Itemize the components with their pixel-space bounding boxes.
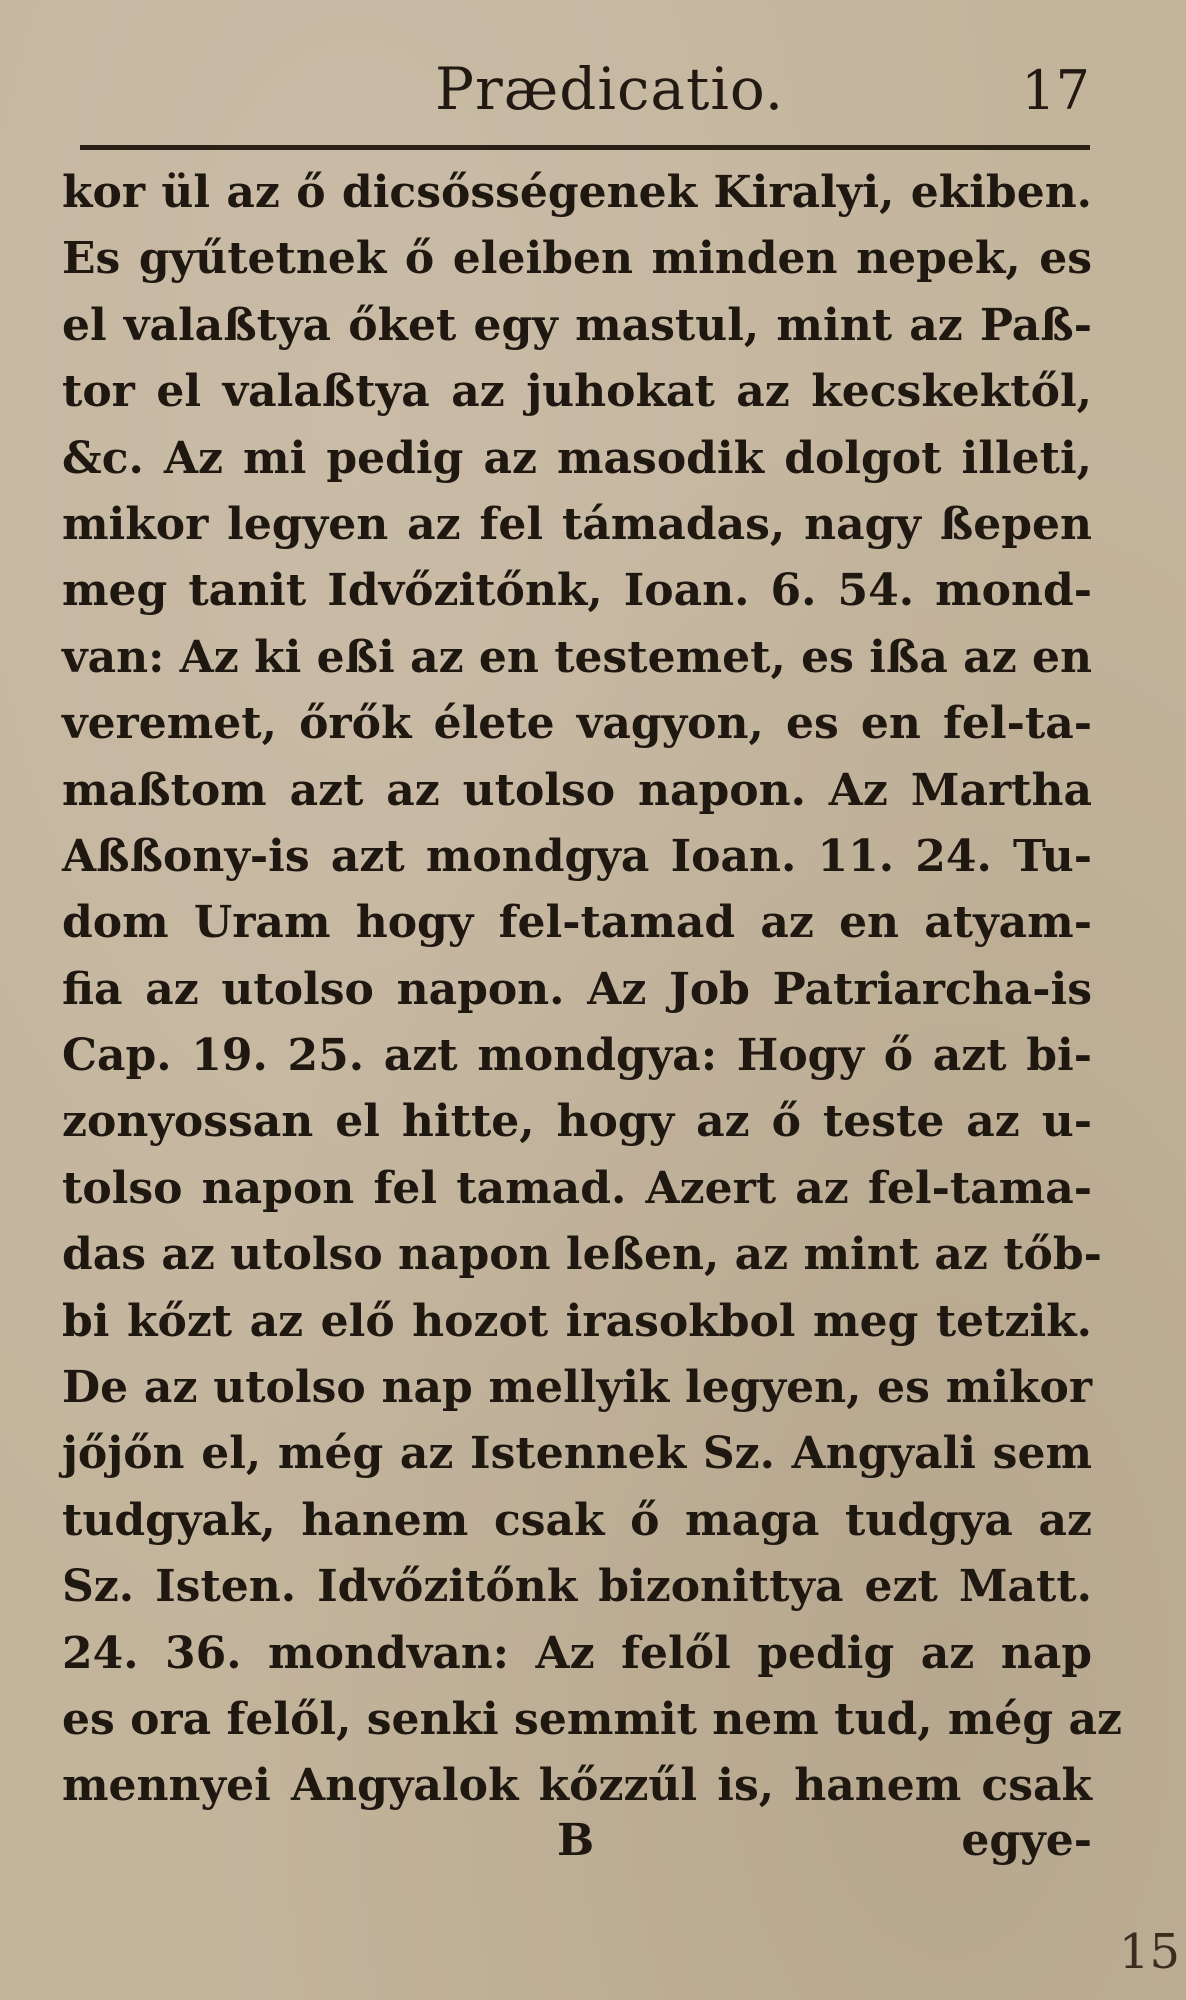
text-line: mikor legyen az fel támadas, nagy ßepen bbox=[62, 498, 1092, 550]
text-line: tolso napon fel tamad. Azert az fel-tama- bbox=[62, 1162, 1092, 1214]
text-line: Cap. 19. 25. azt mondgya: Hogy ő azt bi- bbox=[62, 1030, 1092, 1082]
text-line: el valaßtya őket egy mastul, mint az Paß- bbox=[62, 299, 1092, 351]
text-line: maßtom azt az utolso napon. Az Martha bbox=[62, 764, 1092, 816]
catchword: egye- bbox=[961, 1815, 1092, 1866]
text-line: De az utolso nap mellyik legyen, es mikor bbox=[62, 1362, 1092, 1414]
text-line: dom Uram hogy fel-tamad az en atyam- bbox=[62, 897, 1092, 949]
text-line: bi kőzt az elő hozot irasokbol meg tetzik. bbox=[62, 1295, 1092, 1347]
body-text bbox=[62, 160, 1122, 1820]
text-line: tor el valaßtya az juhokat az kecskektől, bbox=[62, 366, 1092, 418]
text-line: mennyei Angyalok kőzzűl is, hanem csak bbox=[62, 1760, 1092, 1812]
text-line: fia az utolso napon. Az Job Patriarcha-is bbox=[62, 963, 1092, 1015]
text-line: tudgyak, hanem csak ő maga tudgya az bbox=[62, 1494, 1092, 1546]
page-footer bbox=[62, 1815, 1092, 1885]
text-line: Sz. Isten. Idvőzitőnk bizonittya ezt Matt. bbox=[62, 1561, 1092, 1613]
text-line: jőjőn el, még az Istennek Sz. Angyali sem bbox=[62, 1428, 1092, 1480]
page-number: 17 bbox=[1021, 59, 1090, 122]
running-title: Prædicatio. bbox=[435, 55, 785, 123]
text-line: 24. 36. mondvan: Az felől pedig az nap bbox=[62, 1627, 1092, 1679]
signature-mark: B bbox=[557, 1815, 595, 1866]
text-line: Es gyűtetnek ő eleiben minden nepek, es bbox=[62, 233, 1092, 285]
text-line: &c. Az mi pedig az masodik dolgot illeti, bbox=[62, 432, 1092, 484]
text-line: veremet, őrők élete vagyon, es en fel-ta- bbox=[62, 698, 1092, 750]
text-line: meg tanit Idvőzitőnk, Ioan. 6. 54. mond- bbox=[62, 565, 1092, 617]
text-line: es ora felől, senki semmit nem tud, még az bbox=[62, 1693, 1122, 1745]
text-line: das az utolso napon leßen, az mint az tőb- bbox=[62, 1229, 1102, 1281]
page-header bbox=[80, 55, 1090, 135]
text-line: zonyossan el hitte, hogy az ő teste az u- bbox=[62, 1096, 1092, 1148]
margin-note: 15 bbox=[1118, 1924, 1180, 1980]
header-rule bbox=[80, 145, 1090, 150]
text-line: kor ül az ő dicsősségenek Kiralyi, ekiben. bbox=[62, 167, 1092, 218]
text-line: Aßßony-is azt mondgya Ioan. 11. 24. Tu- bbox=[62, 830, 1092, 882]
text-line: van: Az ki eßi az en testemet, es ißa az en bbox=[62, 631, 1092, 683]
